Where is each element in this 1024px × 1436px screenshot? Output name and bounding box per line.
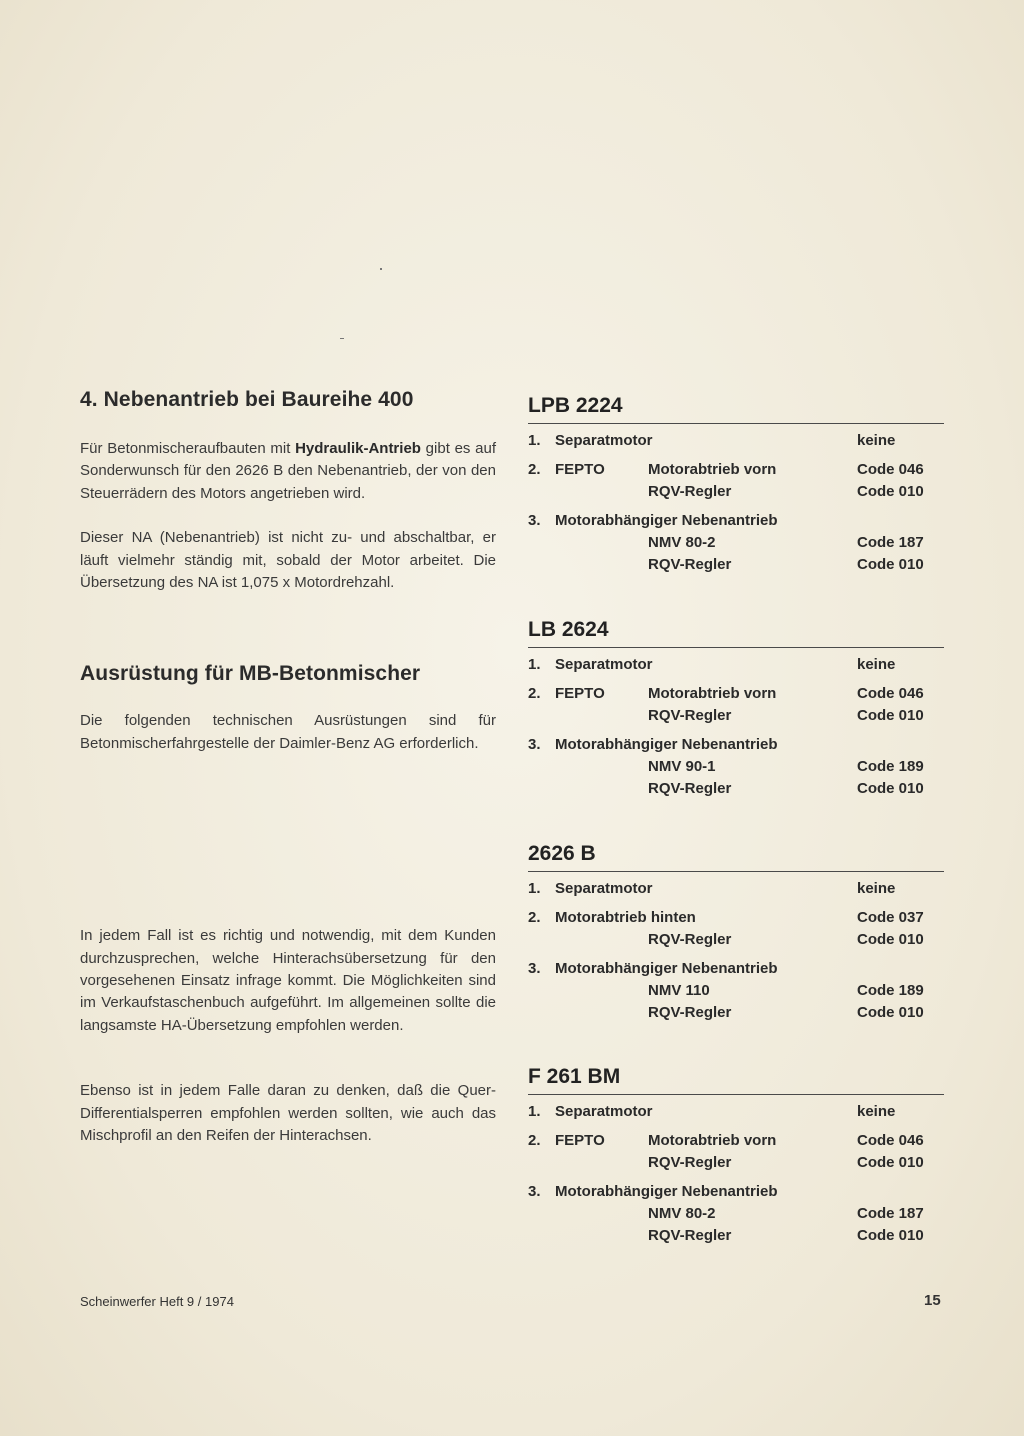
equipment-row [528,554,944,576]
footer-publication: Scheinwerfer Heft 9 / 1974 [80,1294,234,1309]
equipment-code: Code 010 [857,1154,924,1171]
equipment-name: Separatmotor [555,656,653,673]
equipment-detail: NMV 80-2 [648,534,716,551]
equipment-code: Code 010 [857,780,924,797]
equipment-detail: Motorabtrieb vorn [648,1132,777,1149]
equipment-row [528,1181,944,1203]
equipment-code: Code 037 [857,909,924,926]
left-column [80,388,496,1148]
equipment-name: FEPTO [555,461,605,478]
equipment-code: Code 046 [857,685,924,702]
equipment-detail: RQV-Regler [648,1154,732,1171]
item-number: 1. [528,1103,541,1120]
paragraph-differentialsperren: Ebenso ist in jedem Falle daran zu denken, daß die Quer-Differentialsperren empfohlen werden sollten, wie auch das Mischprofil an den Reifen der Hinterachsen. [80,1082,496,1145]
equipment-row [528,481,944,503]
equipment-code: keine [857,1103,896,1120]
equipment-code: Code 010 [857,1227,924,1244]
model-block [528,840,944,1024]
equipment-detail: Motorabtrieb vorn [648,685,777,702]
equipment-code: keine [857,880,896,897]
equipment-detail: RQV-Regler [648,707,732,724]
model-title: F 261 BM [528,1065,621,1088]
equipment-row [528,929,944,951]
equipment-name: Motorabhängiger Nebenantrieb [555,736,778,753]
equipment-detail: Motorabtrieb vorn [648,461,777,478]
equipment-detail: NMV 90-1 [648,758,716,775]
equipment-code: Code 189 [857,982,924,999]
equipment-detail: RQV-Regler [648,780,732,797]
equipment-row [528,654,944,676]
scan-speck [340,338,344,339]
equipment-row [528,430,944,452]
item-number: 1. [528,656,541,673]
paragraph-hydraulik: Für Betonmischeraufbauten mit Hydraulik-Antrieb gibt es auf Sonderwunsch für den 2626 B den Nebenantrieb, der von den Steuerrädern des Motors angetrieben wird. [80,440,496,502]
equipment-code: keine [857,656,896,673]
heading-nebenantrieb: 4. Nebenantrieb bei Baureihe 400 [80,388,414,411]
equipment-name: Motorabhängiger Nebenantrieb [555,960,778,977]
paragraph-ausruestungen: Die folgenden technischen Ausrüstungen sind für Betonmischerfahrgestelle der Daimler-Benz AG erforderlich. [80,712,496,752]
equipment-detail: RQV-Regler [648,931,732,948]
paragraph-hinterachse: In jedem Fall ist es richtig und notwendig, mit dem Kunden durchzusprechen, welche Hinterachsübersetzung für den vorgesehenen Einsatz infrage kommt. Die Möglichkeiten sind im Verkaufstaschenbuch aufgeführt. Im allgemeinen sollte die langsamste HA-Übersetzung empfohlen werden. [80,927,496,1034]
item-number: 1. [528,880,541,897]
equipment-name: Separatmotor [555,880,653,897]
equipment-row [528,1101,944,1123]
equipment-name: FEPTO [555,685,605,702]
equipment-row [528,459,944,481]
equipment-row [528,980,944,1002]
equipment-name: Separatmotor [555,1103,653,1120]
heading-ausruestung: Ausrüstung für MB-Betonmischer [80,662,421,686]
equipment-code: keine [857,432,896,449]
equipment-row [528,510,944,532]
model-title: LPB 2224 [528,394,623,417]
equipment-row [528,1002,944,1024]
item-number: 3. [528,736,541,753]
equipment-name: Motorabhängiger Nebenantrieb [555,512,778,529]
equipment-code: Code 046 [857,1132,924,1149]
item-number: 3. [528,1183,541,1200]
equipment-name: FEPTO [555,1132,605,1149]
model-block [528,1063,944,1247]
equipment-name: Separatmotor [555,432,653,449]
equipment-code: Code 010 [857,707,924,724]
equipment-row [528,1203,944,1225]
scan-speck [380,268,382,270]
equipment-name: Motorabhängiger Nebenantrieb [555,1183,778,1200]
equipment-row [528,1225,944,1247]
bold-hydraulik: Hydraulik-Antrieb [295,440,421,457]
model-title: LB 2624 [528,618,609,641]
equipment-row [528,734,944,756]
equipment-detail: RQV-Regler [648,556,732,573]
equipment-code: Code 046 [857,461,924,478]
equipment-detail: RQV-Regler [648,1227,732,1244]
equipment-row [528,532,944,554]
equipment-detail: RQV-Regler [648,1004,732,1021]
model-block [528,392,944,576]
equipment-code: Code 187 [857,534,924,551]
item-number: 1. [528,432,541,449]
equipment-code: Code 010 [857,556,924,573]
equipment-code: Code 010 [857,1004,924,1021]
equipment-code: Code 010 [857,483,924,500]
equipment-row [528,778,944,800]
equipment-code: Code 189 [857,758,924,775]
equipment-row [528,1152,944,1174]
equipment-name: Motorabtrieb hinten [555,909,696,926]
item-number: 3. [528,512,541,529]
item-number: 3. [528,960,541,977]
item-number: 2. [528,685,541,702]
item-number: 2. [528,1132,541,1149]
equipment-row [528,756,944,778]
equipment-detail: NMV 80-2 [648,1205,716,1222]
model-title: 2626 B [528,842,596,865]
equipment-detail: RQV-Regler [648,483,732,500]
equipment-row [528,1130,944,1152]
item-number: 2. [528,461,541,478]
item-number: 2. [528,909,541,926]
equipment-code: Code 010 [857,931,924,948]
equipment-row [528,907,944,929]
model-block [528,616,944,800]
equipment-row [528,683,944,705]
equipment-detail: NMV 110 [648,982,710,999]
equipment-row [528,958,944,980]
equipment-row [528,878,944,900]
paragraph-na: Dieser NA (Nebenantrieb) ist nicht zu- und abschaltbar, er läuft vielmehr ständig mit, sobald der Motor arbeitet. Die Übersetzung des NA ist 1,075 x Motordrehzahl. [80,529,496,592]
page-number: 15 [924,1292,941,1309]
equipment-row [528,705,944,727]
equipment-code: Code 187 [857,1205,924,1222]
